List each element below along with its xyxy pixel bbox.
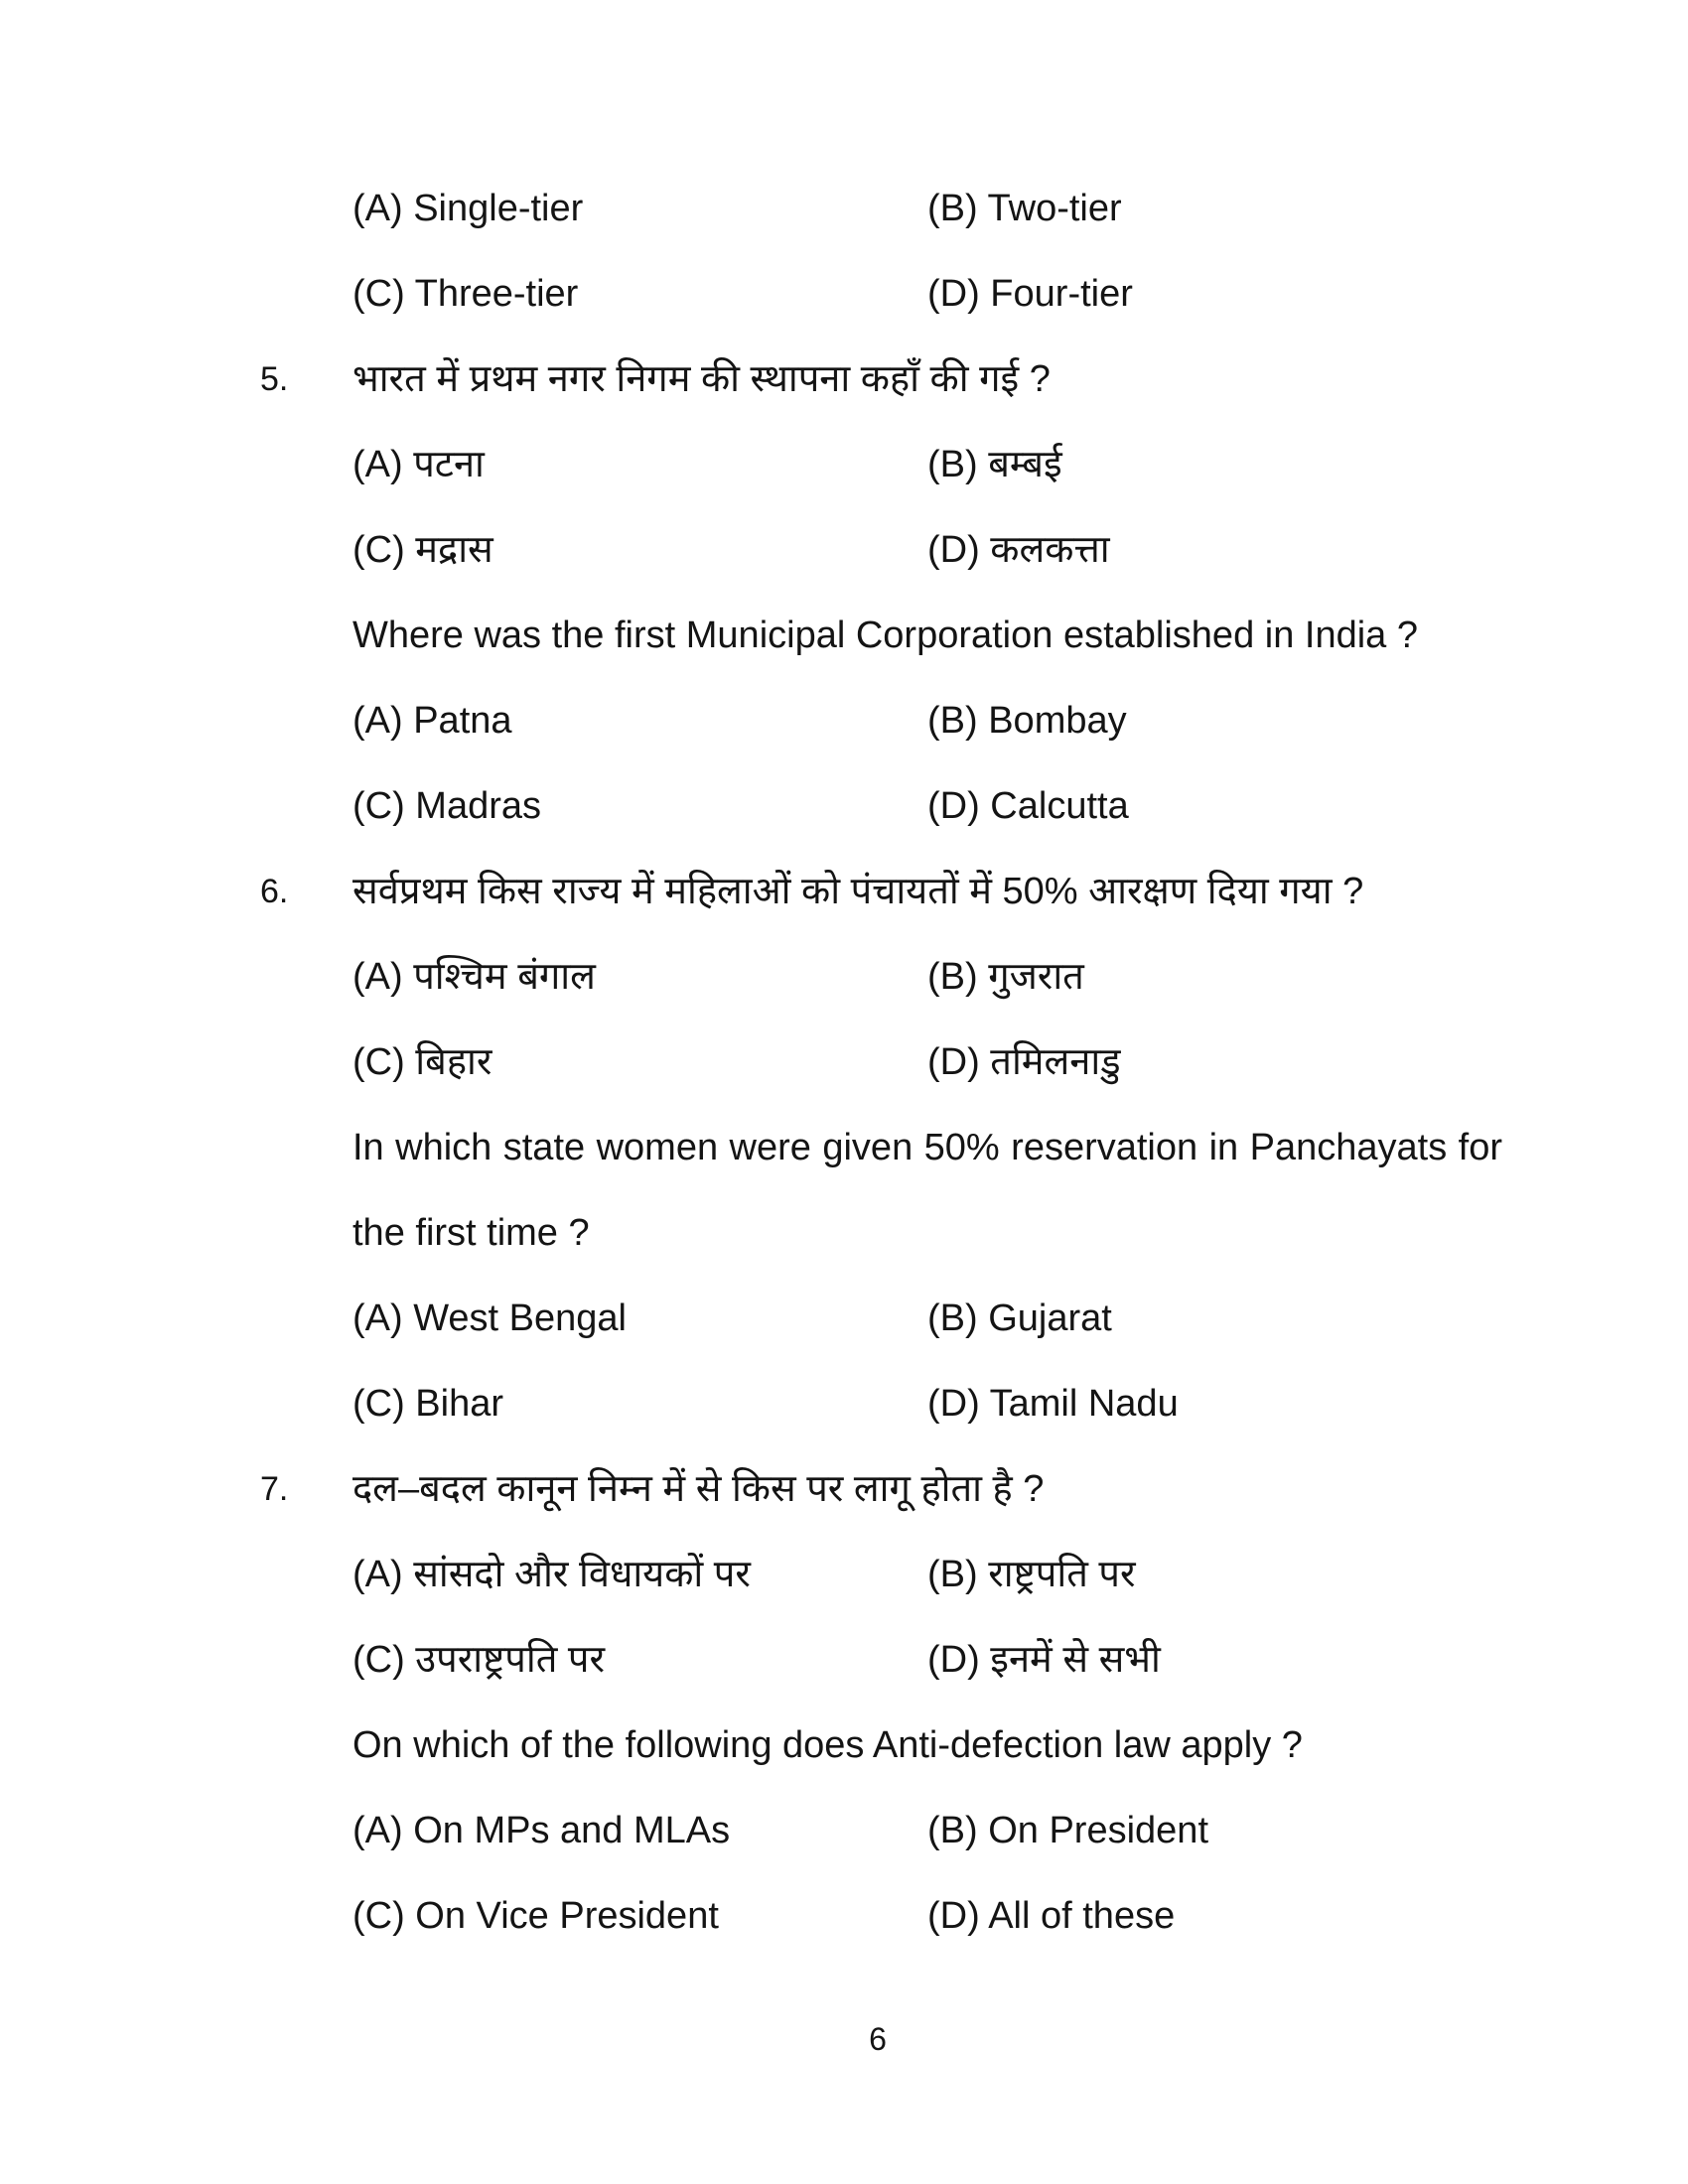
q5-en-question-text: Where was the first Municipal Corporation established in India ? xyxy=(352,614,1418,656)
q5-en-question-row xyxy=(0,593,1688,678)
q7-en-options-row-1 xyxy=(0,1788,1688,1873)
q7-en-options-row-2 xyxy=(0,1873,1688,1959)
q6-en-option-d: (D) Tamil Nadu xyxy=(927,1383,1179,1425)
q6-hi-options-row-1 xyxy=(0,934,1688,1020)
q7-hi-option-d: (D) इनमें से सभी xyxy=(927,1639,1161,1681)
q5-en-options-row-2 xyxy=(0,763,1688,849)
q7-hi-option-b: (B) राष्ट्रपति पर xyxy=(927,1554,1136,1595)
q6-en-options-row-1 xyxy=(0,1276,1688,1361)
q6-hi-options-row-2 xyxy=(0,1020,1688,1105)
q6-en-options-row-2 xyxy=(0,1361,1688,1446)
q6-hi-question-text: सर्वप्रथम किस राज्य में महिलाओं को पंचायतों में 50% आरक्षण दिया गया ? xyxy=(352,871,1364,912)
q6-hi-option-a: (A) पश्चिम बंगाल xyxy=(352,956,596,998)
q7-en-question-text: On which of the following does Anti-defection law apply ? xyxy=(352,1724,1303,1766)
q5-hi-options-row-1 xyxy=(0,422,1688,507)
q5-hi-question-row xyxy=(0,337,1688,422)
q6-en-option-c: (C) Bihar xyxy=(352,1383,504,1425)
q5-hi-option-d: (D) कलकत्ता xyxy=(927,529,1110,571)
q7-en-option-c: (C) On Vice President xyxy=(352,1895,719,1937)
q4-en-option-a: (A) Single-tier xyxy=(352,188,584,229)
q6-en-question-text-cont: the first time ? xyxy=(352,1212,590,1254)
question-paper-content xyxy=(0,166,1688,1959)
q5-en-option-d: (D) Calcutta xyxy=(927,785,1129,827)
q5-en-option-b: (B) Bombay xyxy=(927,700,1127,742)
q7-number: 7. xyxy=(260,1470,289,1508)
q7-hi-options-row-2 xyxy=(0,1617,1688,1703)
page-number: 6 xyxy=(869,2021,887,2057)
q7-hi-question-row xyxy=(0,1446,1688,1532)
q5-en-option-c: (C) Madras xyxy=(352,785,542,827)
q6-en-question-line-2 xyxy=(0,1190,1688,1276)
q4-en-options-row-1 xyxy=(0,166,1688,251)
q6-hi-option-b: (B) गुजरात xyxy=(927,956,1084,998)
q7-hi-option-c: (C) उपराष्ट्रपति पर xyxy=(352,1639,606,1681)
q6-en-option-b: (B) Gujarat xyxy=(927,1297,1112,1339)
q6-hi-option-d: (D) तमिलनाडु xyxy=(927,1041,1121,1083)
q5-en-option-a: (A) Patna xyxy=(352,700,512,742)
q7-en-option-b: (B) On President xyxy=(927,1810,1208,1851)
q5-en-options-row-1 xyxy=(0,678,1688,763)
q6-en-option-a: (A) West Bengal xyxy=(352,1297,627,1339)
q5-number: 5. xyxy=(260,360,289,398)
q4-en-option-c: (C) Three-tier xyxy=(352,273,579,315)
q7-hi-options-row-1 xyxy=(0,1532,1688,1617)
q5-hi-options-row-2 xyxy=(0,507,1688,593)
q7-en-option-d: (D) All of these xyxy=(927,1895,1176,1937)
q7-hi-question-text: दल–बदल कानून निम्न में से किस पर लागू होता है ? xyxy=(352,1468,1045,1510)
q7-en-option-a: (A) On MPs and MLAs xyxy=(352,1810,731,1851)
q4-en-option-d: (D) Four-tier xyxy=(927,273,1133,315)
q4-en-options-row-2 xyxy=(0,251,1688,337)
q6-hi-option-c: (C) बिहार xyxy=(352,1041,492,1083)
q4-en-option-b: (B) Two-tier xyxy=(927,188,1122,229)
q5-hi-option-b: (B) बम्बई xyxy=(927,444,1062,485)
q6-en-question-line-1: In which state women were given 50% reservation in Panchayats for xyxy=(352,1127,1502,1168)
q6-hi-question-row xyxy=(0,849,1688,934)
q7-hi-option-a: (A) सांसदो और विधायकों पर xyxy=(352,1554,751,1595)
q5-hi-option-a: (A) पटना xyxy=(352,444,485,485)
q5-hi-option-c: (C) मद्रास xyxy=(352,529,493,571)
q6-number: 6. xyxy=(260,873,289,910)
q7-en-question-row xyxy=(0,1703,1688,1788)
q5-hi-question-text: भारत में प्रथम नगर निगम की स्थापना कहाँ की गई ? xyxy=(352,358,1051,400)
